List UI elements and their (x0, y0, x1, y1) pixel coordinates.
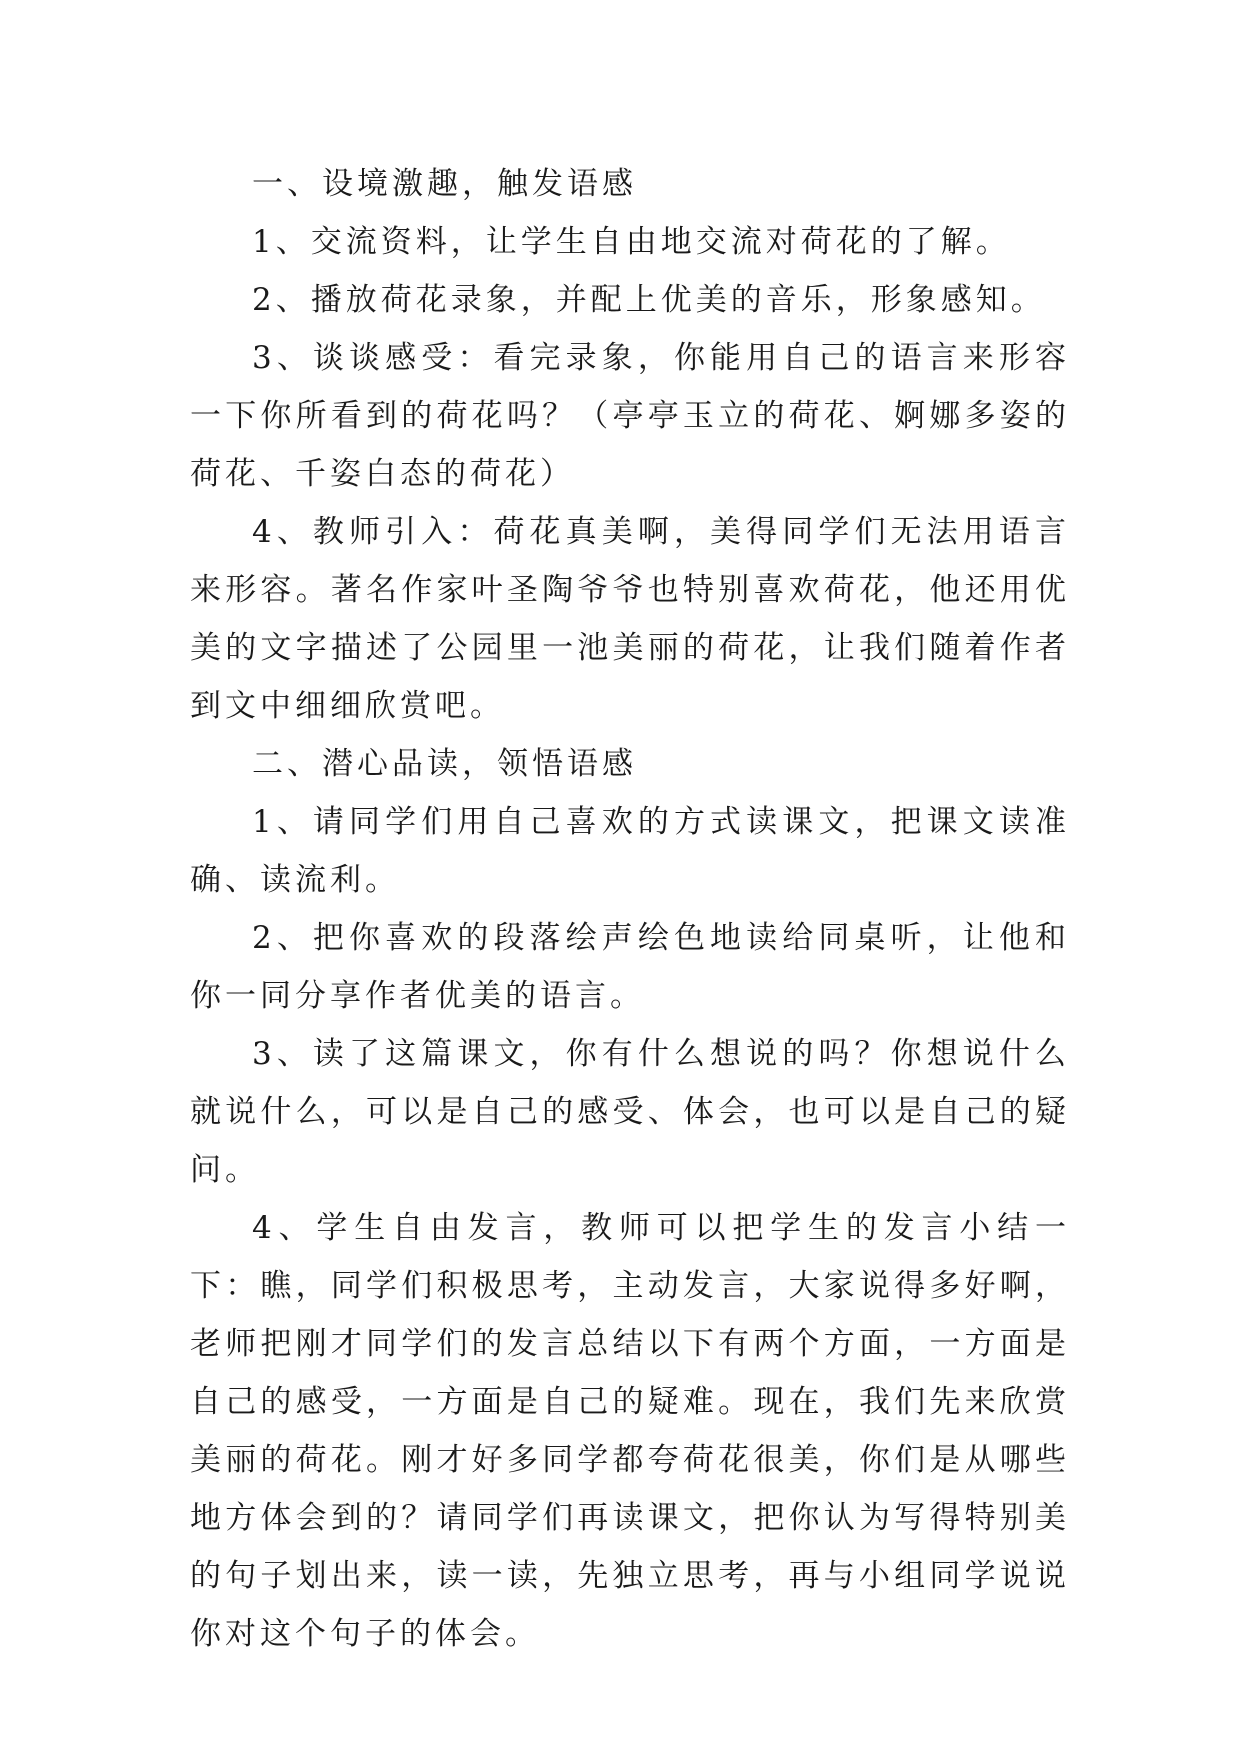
paragraph: 4、教师引入：荷花真美啊，美得同学们无法用语言来形容。著名作家叶圣陶爷爷也特别喜欢荷花，他还用优美的文字描述了公园里一池美丽的荷花，让我们随着作者到文中细细欣赏吧。 (190, 514, 1070, 724)
paragraph: 2、播放荷花录象，并配上优美的音乐，形象感知。 (252, 282, 1046, 318)
section-heading-1: 一、设境激趣，触发语感 (252, 166, 637, 202)
paragraph: 3、谈谈感受：看完录象，你能用自己的语言来形容一下你所看到的荷花吗？（亭亭玉立的荷花、婀娜多姿的荷花、千姿白态的荷花） (190, 340, 1070, 492)
paragraph: 1、请同学们用自己喜欢的方式读课文，把课文读准确、读流利。 (190, 804, 1070, 898)
paragraph: 4、学生自由发言，教师可以把学生的发言小结一下：瞧，同学们积极思考，主动发言，大家说得多好啊，老师把刚才同学们的发言总结以下有两个方面，一方面是自己的感受，一方面是自己的疑难。现在，我们先来欣赏美丽的荷花。刚才好多同学都夸荷花很美，你们是从哪些地方体会到的？请同学们再读课文，把你认为写得特别美的句子划出来，读一读，先独立思考，再与小组同学说说你对这个句子的体会。 (190, 1210, 1070, 1652)
paragraph: 1、交流资料，让学生自由地交流对荷花的了解。 (252, 224, 1011, 260)
document-body (190, 155, 1070, 1663)
paragraph: 3、读了这篇课文，你有什么想说的吗？你想说什么就说什么，可以是自己的感受、体会，也可以是自己的疑问。 (190, 1036, 1070, 1188)
section-heading-2: 二、潜心品读，领悟语感 (252, 746, 637, 782)
paragraph: 2、把你喜欢的段落绘声绘色地读给同桌听，让他和你一同分享作者优美的语言。 (190, 920, 1070, 1014)
